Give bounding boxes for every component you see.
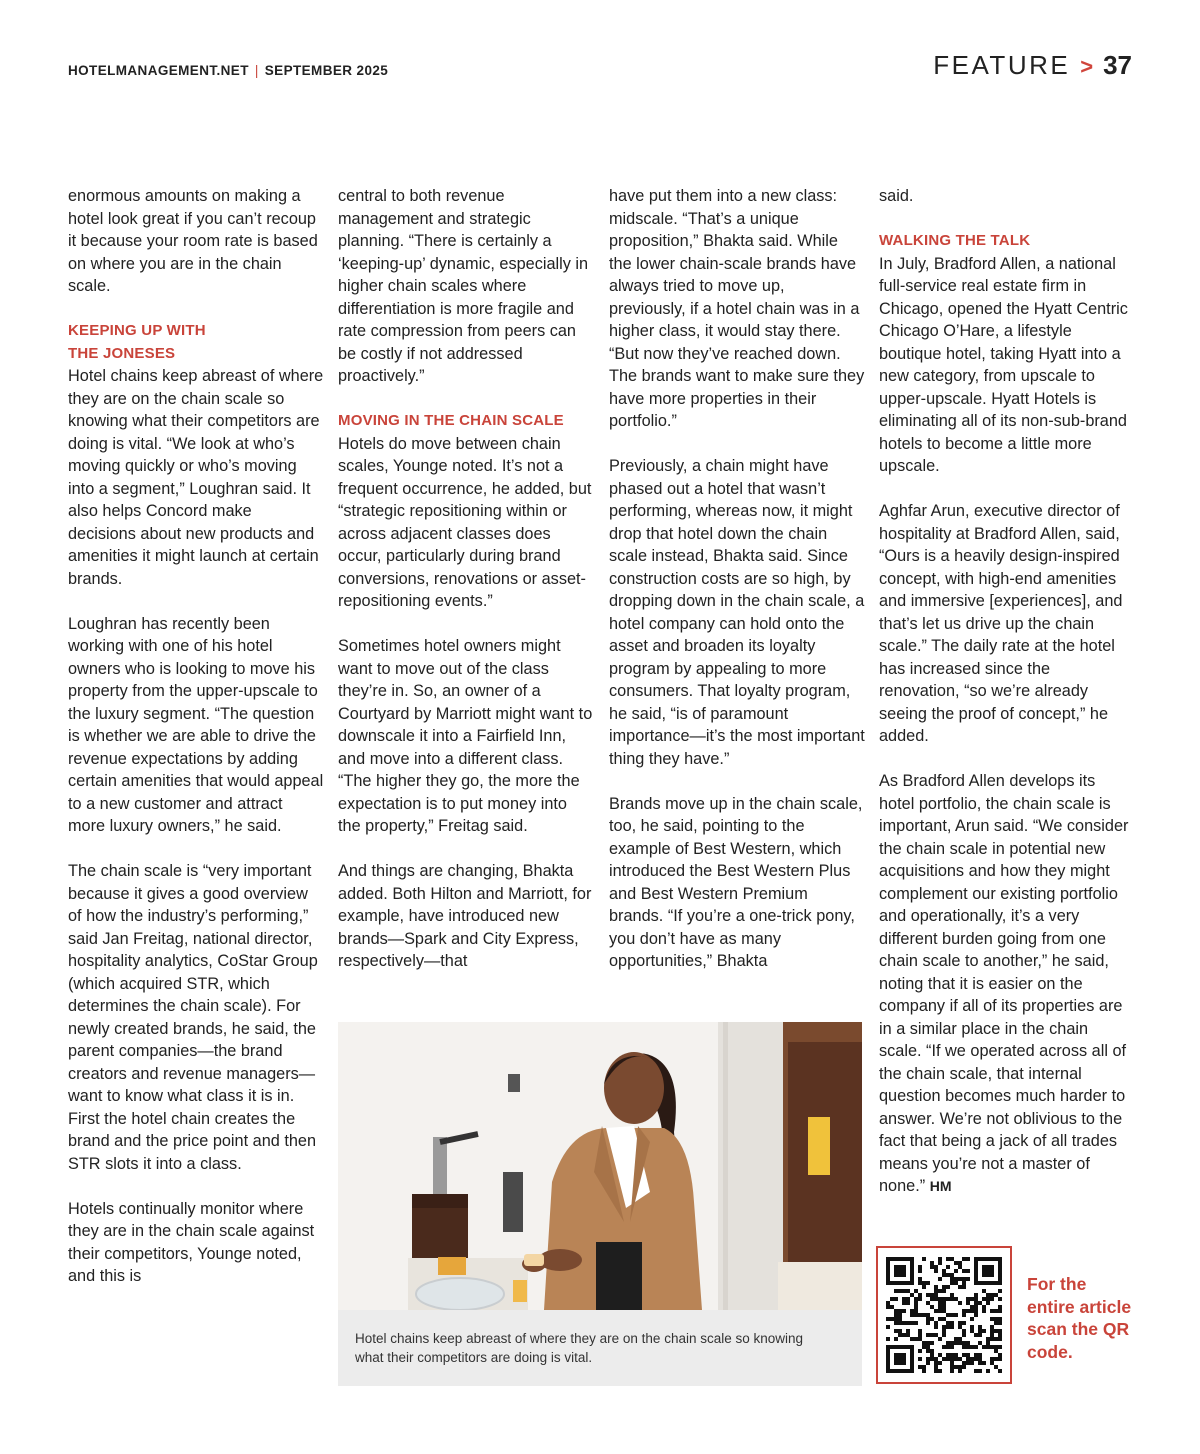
qr-code[interactable]	[876, 1246, 1012, 1384]
article-column-3	[609, 185, 865, 973]
paragraph: And things are changing, Bhakta added. Both Hilton and Marriott, for example, have introduced new brands—Spark and City Express, respectively—that	[338, 862, 592, 970]
signoff-mark: HM	[929, 1178, 952, 1194]
paragraph: The chain scale is “very important because it gives a good overview of how the industry’s performing,” said Jan Freitag, national director, hospitality analytics, CoStar Group (which acquired STR, which determines the chain scale). For newly created brands, he said, the parent companies—the brand creators and revenue managers—want to know what class it is in. First the hotel chain creates the brand and the price point and then STR slots it into a class.	[68, 862, 318, 1173]
photo-figure	[338, 1022, 862, 1386]
subheading-walking: WALKING THE TALK	[879, 232, 1031, 249]
subheading-moving: MOVING IN THE CHAIN SCALE	[338, 412, 564, 429]
paragraph: enormous amounts on making a hotel look great if you can’t recoup it because your room rate is based on where you are in the chain scale.	[68, 187, 318, 295]
header-separator: |	[254, 63, 259, 78]
qr-code-icon	[878, 1248, 1010, 1382]
running-header	[68, 63, 388, 78]
paragraph-final	[879, 770, 1135, 1198]
paragraph: Hotels continually monitor where they are in the chain scale against their competitors, Younge noted, and this is	[68, 1199, 315, 1285]
hotel-photo	[338, 1022, 862, 1310]
article-column-1	[68, 185, 324, 1288]
paragraph: Loughran has recently been working with one of his hotel owners who is looking to move his property from the upper-upscale to the luxury segment. “The question is whether we are able to drive the revenue expectations by adding certain amenities that would appeal to a new customer and attract more luxury owners,” he said.	[68, 614, 324, 835]
qr-call-to-action: For the entire article scan the QR code.	[1027, 1274, 1132, 1362]
paragraph: Aghfar Arun, executive director of hospitality at Bradford Allen, said, “Ours is a heavily design-inspired concept, with high-end amenities and immersive [experiences], and that’s let us drive up the chain scale.” The daily rate at the hotel has increased since the renovation, “so we’re already seeing the proof of concept,” he added.	[879, 502, 1123, 745]
paragraph: In July, Bradford Allen, a national full-service real estate firm in Chicago, opened the Hyatt Centric Chicago O’Hare, a lifestyle boutique hotel, taking Hyatt into a new category, from upscale to upper-upscale. Hyatt Hotels is eliminating all of its non-sub-brand hotels to become a little more upscale.	[879, 254, 1128, 475]
paragraph: central to both revenue management and strategic planning. “There is certainly a ‘keeping-up’ dynamic, especially in higher chain scales where differentiation is more fragile and rate compression from peers can be costly if not addressed proactively.”	[338, 187, 589, 385]
section-folio	[933, 50, 1132, 81]
paragraph: said.	[879, 187, 914, 205]
paragraph: have put them into a new class: midscale. “That’s a unique proposition,” Bhakta said. While the lower chain-scale brands have always tried to move up, previously, if a hotel chain was in a higher class, it would stay there. “But now they’ve reached down. The brands want to make sure they have more properties in their portfolio.”	[609, 187, 865, 430]
article-column-2	[338, 185, 594, 973]
chevron-right-icon: >	[1080, 54, 1094, 79]
publication-name: HOTELMANAGEMENT.NET	[68, 63, 249, 78]
photo-illustration	[338, 1022, 862, 1310]
paragraph: Brands move up in the chain scale, too, he said, pointing to the example of Best Western, which introduced the Best Western Plus and Best Western Premium brands. “If you’re a one-trick pony, you don’t have as many opportunities,” Bhakta	[609, 794, 863, 970]
article-column-4	[879, 185, 1135, 1198]
photo-caption: Hotel chains keep abreast of where they are on the chain scale so knowing what their competitors are doing is vital.	[355, 1331, 804, 1365]
paragraph: Hotels do move between chain scales, Younge noted. It’s not a frequent occurrence, he added, but “strategic repositioning within or across adjacent classes does occur, particularly during brand conversions, renovations or asset-repositioning events.”	[338, 434, 592, 610]
subheading-line: THE JONESES	[68, 344, 176, 362]
paragraph-text: As Bradford Allen develops its hotel portfolio, the chain scale is important, Arun said. “We consider the chain scale in potential new acquisitions and how they might complement our existing portfolio and operationally, it’s a very different burden going from one chain scale to another,” he said, noting that it is easier on the company if all of its properties are in a similar place in the chain scale. “If we operated across all of the chain scale, that internal question becomes much harder to answer. We’re not oblivious to the fact that being a jack of all trades means you’re not a master of none.”	[879, 772, 1129, 1195]
paragraph: Hotel chains keep abreast of where they are on the chain scale so knowing what their competitors are doing is vital. “We look at who’s moving quickly or who’s moving into a segment,” Loughran said. It also helps Concord make decisions about new products and amenities it might launch at certain brands.	[68, 367, 324, 588]
subheading-keeping-up	[68, 320, 324, 365]
paragraph: Sometimes hotel owners might want to move out of the class they’re in. So, an owner of a Courtyard by Marriott might want to downscale it into a Fairfield Inn, and move into a different class. “The higher they go, the more the expectation is to put money into the property,” Freitag said.	[338, 637, 593, 835]
issue-date: SEPTEMBER 2025	[264, 63, 389, 78]
subheading-line: KEEPING UP WITH	[68, 322, 206, 339]
page-number: 37	[1103, 50, 1132, 80]
paragraph: Previously, a chain might have phased out a hotel that wasn’t performing, whereas now, it might drop that hotel down the chain scale instead, Bhakta said. Since construction costs are so high, by dropping down in the chain scale, a hotel company can hold onto the asset and broaden its loyalty program by appealing to more consumers. That loyalty program, he said, “is of paramount importance—it’s the most important thing they have.”	[609, 457, 865, 768]
section-name: FEATURE	[933, 50, 1071, 80]
